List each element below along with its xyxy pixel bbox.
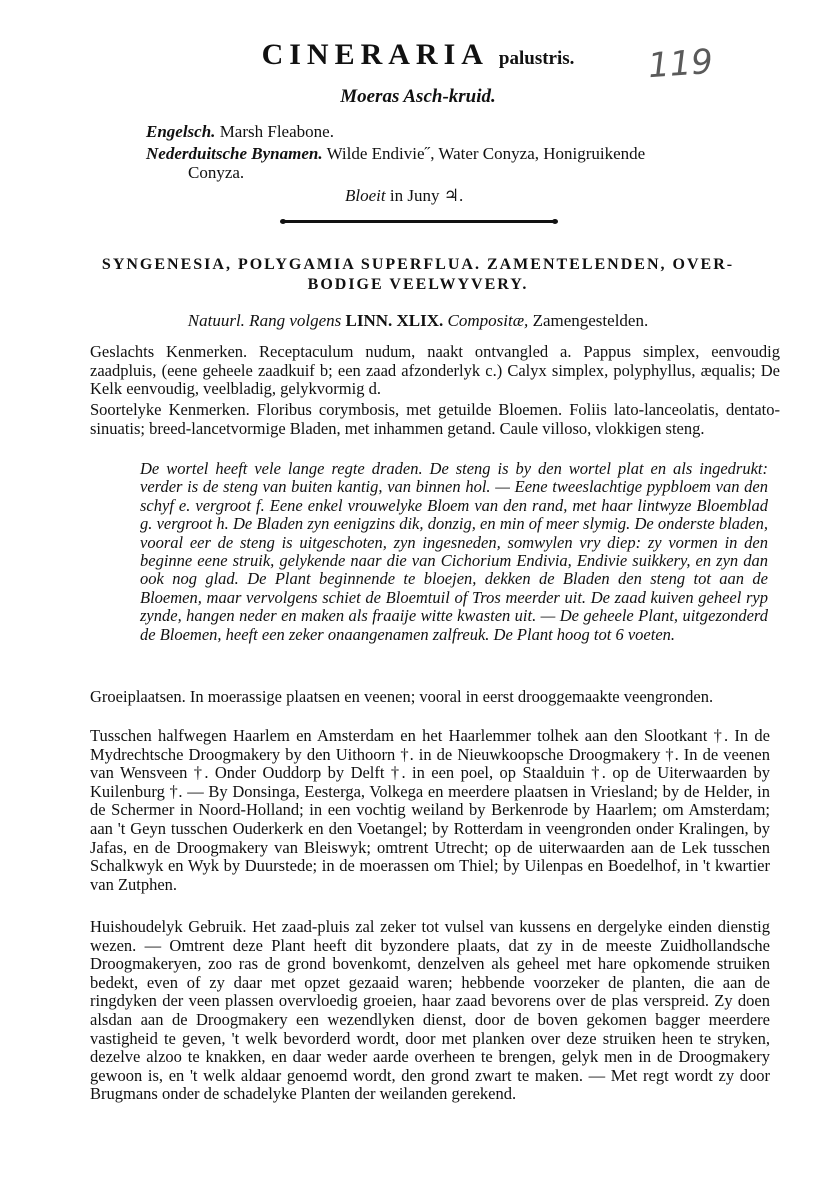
classification-line-2: BODIGE VEELWYVERY. <box>307 276 529 293</box>
plant-description <box>140 460 768 644</box>
genus-name: CINERARIA <box>261 38 489 71</box>
natural-order-dutch: Zamengestelden. <box>532 311 649 330</box>
household-use-text: Huishoudelyk Gebruik. Het zaad-pluis zal zeker tot vulsel van kussens en dergelyke einden dienstig wezen. — Omtrent deze Plant heeft dit byzondere plaats, dat zy in de meeste Zuidhollandsche Droogmakeryen, zoo ras de grond bovenkomt, denzelven als geheel met hare opkomende struiken bedekt, even of zy daar met opzet gezaaid waren; hebbende voorzeker de planten, die aan de ringdyken der veen plassen overvloedig groeien, haar zaad bevorens over de plas verspreid. Zy doen alsdan aan de Droogmakery een wezendlyken dienst, door de boven gekomen bagger meerdere vastigheid te geven, 't welk bevorderd wordt, door met planken over deze struiken heen te stryken, dezelve alzoo te knakken, en daar weder aarde overheen te brengen, gelyk men in de Droogmakery gewoon is, en 't welk aldaar genoemd wordt, den grond zwart te maken. — Met regt wordt zy door Brugmans onder de schadelyke Planten der weilanden gerekend. <box>90 917 770 1104</box>
english-name: Marsh Fleabone. <box>219 122 334 141</box>
bloom-text: in Juny ♃. <box>389 186 464 205</box>
natural-order-label: Natuurl. Rang volgens <box>187 311 342 330</box>
natural-order-line <box>0 311 836 331</box>
species-name: palustris. <box>498 48 575 69</box>
habitat-text: Groeiplaatsen. In moerassige plaatsen en veenen; vooral in eerst drooggemaakte veengronden. <box>90 687 714 706</box>
pencil-page-number: 119 <box>646 41 715 87</box>
ornamental-rule <box>284 220 554 223</box>
plant-description-text: De wortel heeft vele lange regte draden. De steng is by den wortel plat en als ingedrukt: verder is de steng van buiten kantig, van binnen hol. — Eene tweeslachtige pypbloem van den schyf e. vergroot f. Eene enkel vrouwelyke Bloem van den rand, met haar lintwyze Bloemblad g. vergroot h. De Bladen zyn eenigzins dik, donzig, en min of meer slymig. De onderste bladen, vooral eer de steng is uitgeschoten, zyn ingesneden, somwylen vry diep: zy vormen in den beginne eene struik, gelykende naar die van Cichorium Endivia, Endivie suikkery, en zyn dan ook nog glad. De Plant beginnende te bloejen, dekken de Bladen den steng tot aan de Bloemen, maar vervolgens schiet de Bloemtuil of Tros meerder uit. De zaad kuiven geheel ryp zynde, hangen neder en maken als fraaije witte kwasten uit. — De geheele Plant, uitgezonderd de Bloemen, heeft een zeker onaangenamen zalfreuk. De Plant hoog tot 6 voeten. <box>140 459 768 644</box>
dutch-alt-names-line <box>146 144 766 164</box>
localities-text: Tusschen halfwegen Haarlem en Amsterdam en het Haarlemmer tolhek aan den Slootkant †. In de Mydrechtsche Droogmakery by den Uithoorn †. in de Nieuwkoopsche Droogmakery †. In de veenen van Wensveen †. Onder Ouddorp by Delft †. in een poel, op Staalduin †. op de Uiterwaarden by Kuilenburg †. — By Donsinga, Eesterga, Volkega en meerdere plaatsen in Vriesland; by de Helder, in de Schermer in Noord-Holland; in een vochtig weiland by Berkenrode by Haarlem; om Amsterdam; aan 't Geyn tusschen Ouderkerk en den Voetangel; by Rotterdam in veengronden onder Kralingen, by Jafas, en de Droogmakery van Bleiswyk; omtrent Utrecht; op de uiterwaarden aan de Lek tusschen Schalkwyk en Wyk by Duurstede; in de moerassen om Thiel; by Uilenpas en Boedelhof, in 't kwartier van Zutphen. <box>90 726 770 894</box>
dutch-alt-names: Wilde Endivie˝, Water Conyza, Honigruikende <box>326 144 646 163</box>
genus-characters <box>90 343 780 399</box>
habitat-section <box>90 688 770 707</box>
species-characters-text: Soortelyke Kenmerken. Floribus corymbosis, met getuilde Bloemen. Foliis lato-lanceolatis, dentato-sinuatis; breed-lancetvormige Bladen, met inhammen getand. Caule villoso, vlokkigen steng. <box>90 400 780 438</box>
natural-order-linn: LINN. XLIX. <box>345 311 444 330</box>
species-characters <box>90 401 780 438</box>
classification-line-1: SYNGENESIA, POLYGAMIA SUPERFLUA. ZAMENTELENDEN, OVER- <box>101 256 735 273</box>
english-label: Engelsch. <box>146 122 216 141</box>
genus-characters-text: Geslachts Kenmerken. Receptaculum nudum, naakt ontvangled a. Pappus simplex, eenvoudig zaadpluis, (eene geheele zaadkuif b; een zaad afzonderlyk c.) Calyx simplex, polyphyllus, æqualis; De Kelk eenvoudig, veelbladig, gelykvormig d. <box>90 342 780 399</box>
english-name-line <box>146 122 334 142</box>
dutch-alt-label: Nederduitsche Bynamen. <box>146 144 323 163</box>
bloom-label: Bloeit <box>345 186 386 205</box>
household-use-section <box>90 918 770 1104</box>
dutch-name: Moeras Asch-kruid. <box>340 86 496 107</box>
dutch-alt-names-continued: Conyza. <box>188 163 245 182</box>
bloom-line <box>345 186 463 206</box>
natural-order-latin: Compositæ, <box>447 311 529 330</box>
localities-section <box>90 727 770 894</box>
